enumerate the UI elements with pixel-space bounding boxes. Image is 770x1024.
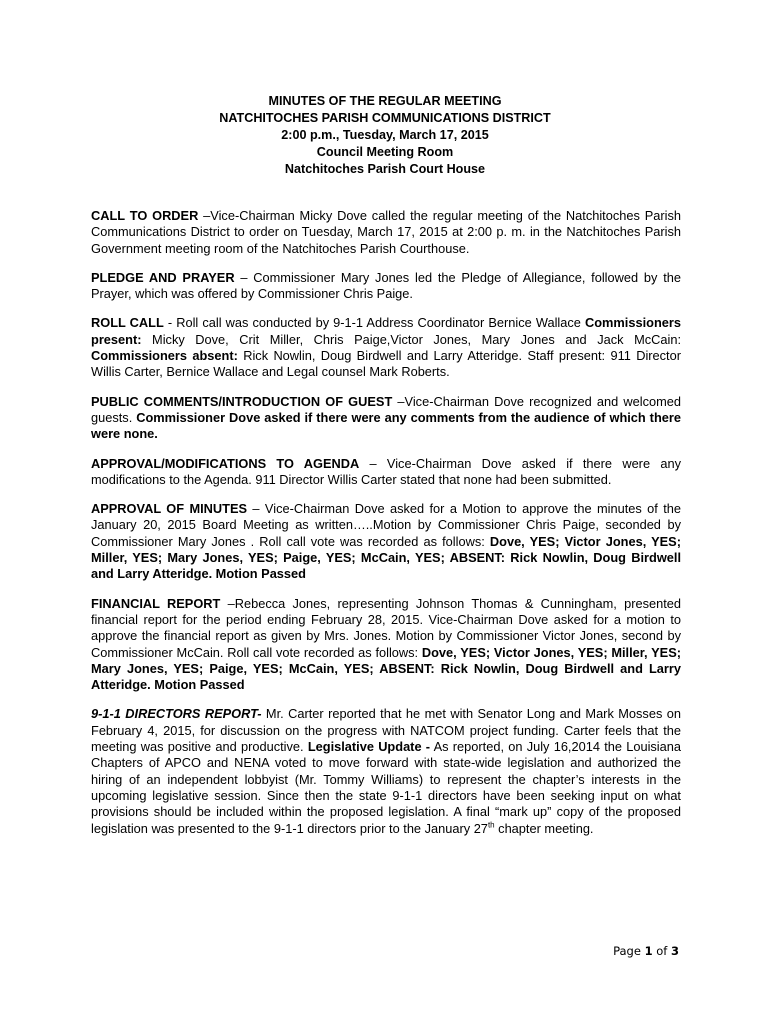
page-number-footer — [613, 944, 679, 958]
roll-call-heading: ROLL CALL — [91, 315, 164, 331]
public-comments-bold-text: Commissioner Dove asked if there were any comments from the audience of which there were none. — [91, 409, 681, 442]
financial-report-paragraph — [91, 596, 681, 694]
commissioners-absent-label: Commissioners absent: — [91, 348, 238, 364]
call-to-order-text: –Vice-Chairman Micky Dove called the regular meeting of the Natchitoches Parish Communications District to order on Tuesday, March 17, 2015 at 2:00 p. m. in the Natchitoches Parish Government meeting room of the Natchitoches Parish Courthouse. — [91, 208, 681, 256]
financial-vote-result: Dove, YES; Victor Jones, YES; Miller, YES; Mary Jones, YES; Paige, YES; McCain, YES; ABSENT: Rick Nowlin, Doug Birdwell and Larry Atteridge. Motion Passed — [91, 644, 682, 693]
financial-report-text: –Rebecca Jones, representing Johnson Thomas & Cunningham, presented financial report for the period ending February 28, 2015. Vice-Chairman Dove asked for a motion to approve the financial report as given by Mrs. Jones. Motion by Commissioner Victor Jones, second by Commissioner McCain. Roll call vote recorded as follows: — [91, 595, 681, 660]
financial-report-heading: FINANCIAL REPORT — [91, 595, 221, 611]
current-page-number: 1 — [644, 944, 653, 958]
commissioners-present-label: Commissioners present: — [91, 315, 681, 347]
directors-report-heading: 9-1-1 DIRECTORS REPORT- — [91, 706, 262, 722]
commissioners-absent-text: Rick Nowlin, Doug Birdwell and Larry Atteridge. Staff present: 911 Director Willis Carter, Bernice Wallace and Legal counsel Mark Roberts. — [91, 348, 681, 380]
minutes-approval-heading: APPROVAL OF MINUTES — [91, 501, 248, 517]
agenda-heading: APPROVAL/MODIFICATIONS TO AGENDA — [91, 455, 360, 471]
public-comments-heading: PUBLIC COMMENTS/INTRODUCTION OF GUEST — [91, 393, 393, 409]
minutes-approval-paragraph — [91, 501, 681, 582]
directors-report-text: Mr. Carter reported that he met with Senator Long and Mark Mosses on February 4, 2015, for discussion on the progress with NATCOM project funding. Carter feels that the meeting was positive and productive. — [91, 706, 682, 755]
directors-report-paragraph — [91, 706, 681, 836]
call-to-order-heading: CALL TO ORDER — [91, 208, 199, 223]
header-title: MINUTES OF THE REGULAR MEETING — [268, 94, 502, 108]
agenda-text: – Vice-Chairman Dove asked if there were any modifications to the Agenda. 911 Director Willis Carter stated that none had been submitted. — [91, 455, 681, 487]
pledge-heading: PLEDGE AND PRAYER — [91, 269, 235, 285]
minutes-body — [91, 208, 681, 850]
header-location: Natchitoches Parish Court House — [284, 162, 486, 176]
ordinal-superscript: th — [487, 820, 495, 830]
minutes-header — [0, 93, 770, 178]
roll-call-paragraph — [91, 315, 681, 380]
public-comments-paragraph — [91, 394, 681, 443]
total-page-count: 3 — [670, 944, 679, 958]
roll-call-text: - Roll call was conducted by 9-1-1 Address Coordinator Bernice Wallace — [163, 315, 585, 331]
legislative-update-text: As reported, on July 16,2014 the Louisiana Chapters of APCO and NENA voted to move forward with state-wide legislation and authorized the hiring of an independent lobbyist (Mr. Tommy Williams) to represent the chapter’s interests in the upcoming legislative session. Since then the state 9-1-1 directors have been seeking input on what provisions should be included within the proposed legislation. A final “mark up” copy of the proposed legislation was presented to the 9-1-1 directors prior to the January 27 — [91, 739, 682, 836]
minutes-vote-result: Dove, YES; Victor Jones, YES; Miller, YES; Mary Jones, YES; Paige, YES; McCain, YES; ABSENT: Rick Nowlin, Doug Birdwell and Larry Atteridge. Motion Passed — [91, 533, 681, 582]
directors-report-closing-text: chapter meeting. — [494, 820, 594, 836]
of-word: of — [652, 944, 671, 958]
header-datetime: 2:00 p.m., Tuesday, March 17, 2015 — [281, 128, 489, 142]
agenda-paragraph — [91, 456, 681, 489]
call-to-order-paragraph — [91, 208, 681, 257]
legislative-update-label: Legislative Update - — [307, 739, 431, 755]
public-comments-text: –Vice-Chairman Dove recognized and welcomed guests. — [91, 393, 682, 425]
header-organization: NATCHITOCHES PARISH COMMUNICATIONS DISTRICT — [219, 111, 551, 125]
header-room: Council Meeting Room — [316, 145, 454, 159]
page-word: Page — [613, 944, 645, 958]
commissioners-present-text: Micky Dove, Crit Miller, Chris Paige,Victor Jones, Mary Jones and Jack McCain: — [141, 331, 681, 347]
pledge-text: – Commissioner Mary Jones led the Pledge of Allegiance, followed by the Prayer, which was offered by Commissioner Chris Paige. — [91, 269, 681, 302]
pledge-paragraph — [91, 270, 681, 303]
minutes-approval-text: – Vice-Chairman Dove asked for a Motion to approve the minutes of the January 20, 2015 Board Meeting as written…..Motion by Commissioner Chris Paige, seconded by Commissioner Mary Jones . Roll call vote was recorded as follows: — [91, 501, 681, 549]
